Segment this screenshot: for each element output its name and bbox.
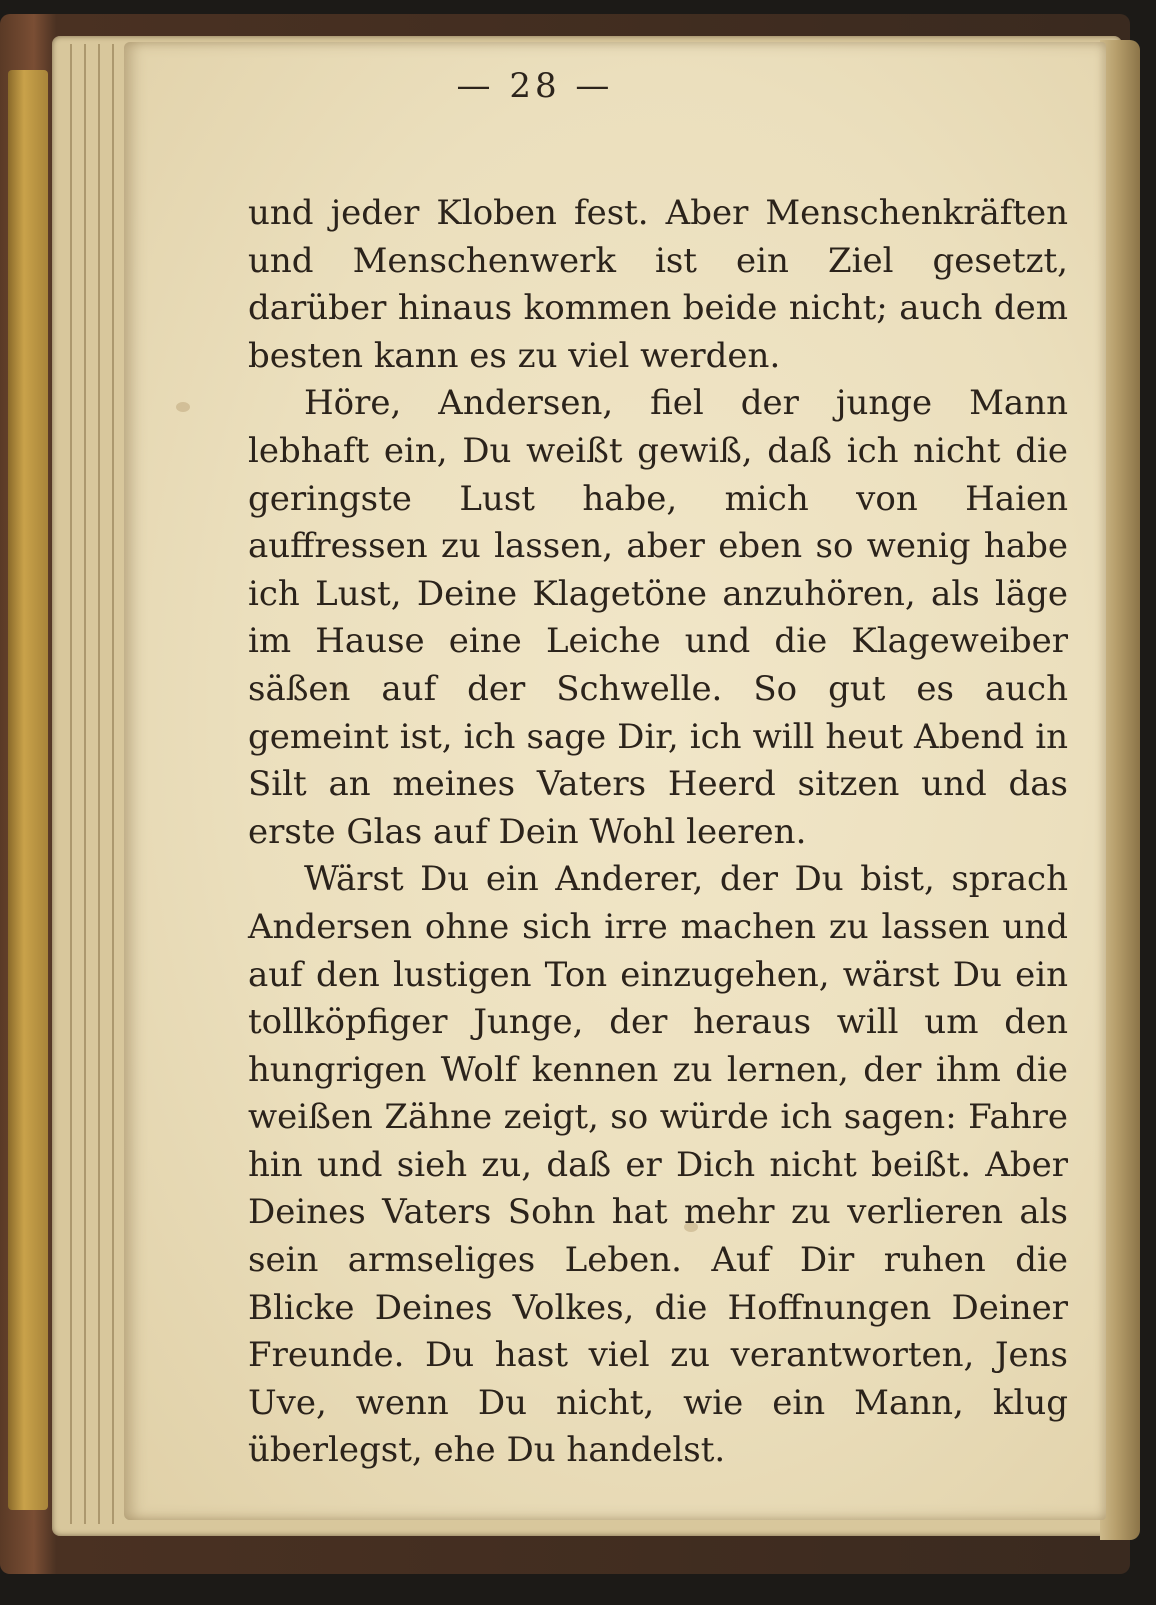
body-text [248,190,1068,1475]
page-number: — 28 — [456,66,614,106]
paragraph-2: Höre, Andersen, fiel der junge Mann lebhaft ein, Du weißt gewiß, daß ich nicht die geringste Lust habe, mich von Haien auffressen zu lassen, aber eben so wenig habe ich Lust, Deine Klagetöne anzuhören, als läge im Hause eine Leiche und die Klageweiber säßen auf der Schwelle. So gut es auch gemeint ist, ich sage Dir, ich will heut Abend in Silt an meines Vaters Heerd sitzen und das erste Glas auf Dein Wohl leeren. [248,383,1068,852]
page-edge-line [70,44,72,1524]
book-spine [8,70,48,1510]
page-edge-line [84,44,86,1524]
paragraph-1: und jeder Kloben fest. Aber Menschenkräften und Menschenwerk ist ein Ziel gesetzt, darüber hinaus kommen beide nicht; auch dem besten kann es zu viel werden. [248,193,1068,376]
page-edge-line [98,44,100,1524]
paragraph-3: Wärst Du ein Anderer, der Du bist, sprach Andersen ohne sich irre machen zu lassen und auf den lustigen Ton einzugehen, wärst Du ein tollköpfiger Junge, der heraus will um den hungrigen Wolf kennen zu lernen, der ihm die weißen Zähne zeigt, so würde ich sagen: Fahre hin und sieh zu, daß er Dich nicht beißt. Aber Deines Vaters Sohn hat mehr zu verlieren als sein armseliges Leben. Auf Dir ruhen die Blicke Deines Volkes, die Hoffnungen Deiner Freunde. Du hast viel zu verantworten, Jens Uve, wenn Du nicht, wie ein Mann, klug überlegst, ehe Du handelst. [248,859,1068,1471]
paper-stain [176,402,190,412]
page-right-edge [1100,40,1140,1540]
page-edge-line [112,44,114,1524]
